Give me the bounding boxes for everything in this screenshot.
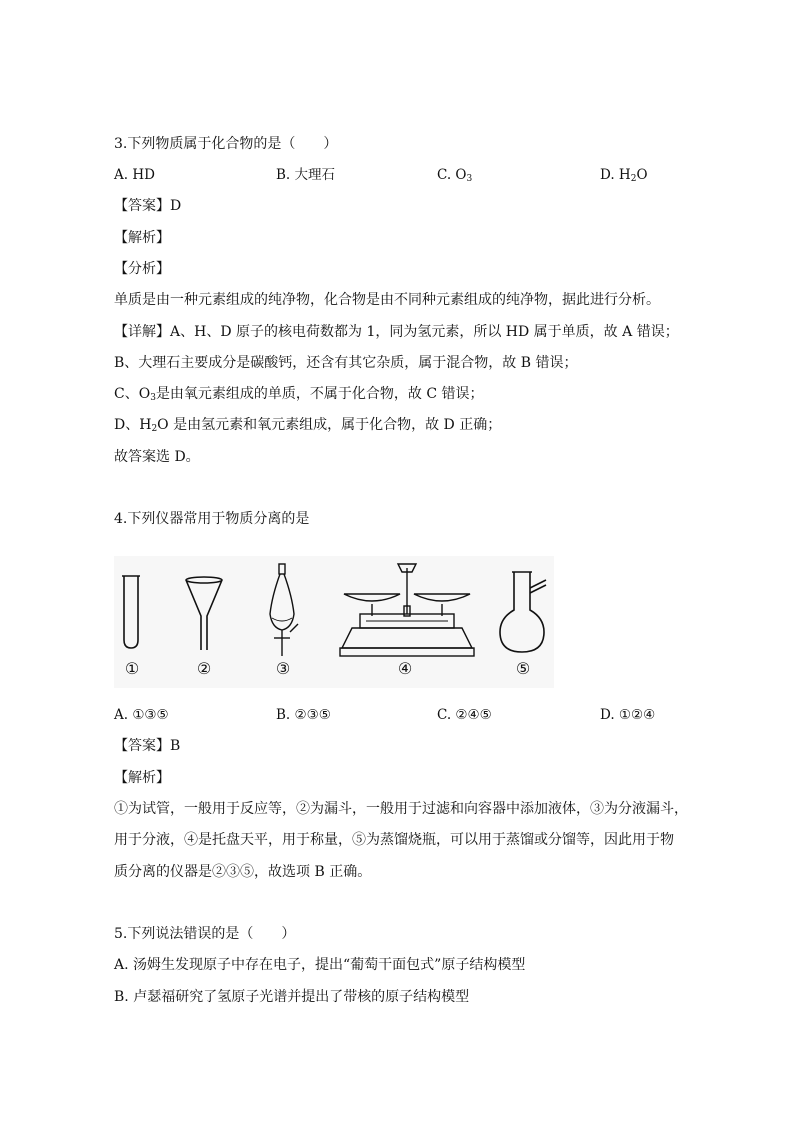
figure-label-2: ② xyxy=(196,659,212,678)
q3-option-c-sub: 3 xyxy=(466,174,473,184)
q4-explain-2: 用于分液，④是托盘天平，用于称量，⑤为蒸馏烧瓶，可以用于蒸馏或分馏等，因此用于物 xyxy=(114,832,674,848)
q4-option-d: D. ①②④ xyxy=(600,707,656,723)
q3-detail-3-prefix: C、O xyxy=(114,386,151,402)
q3-detail-4-prefix: D、H xyxy=(114,417,152,433)
q3-option-c xyxy=(437,165,472,189)
figure-label-1: ① xyxy=(124,659,140,678)
q4-option-a: A. ①③⑤ xyxy=(114,707,169,723)
q3-detail-1: 【详解】A、H、D 原子的核电荷数都为 1，同为氢元素，所以 HD 属于单质，故 A 错误； xyxy=(114,324,679,340)
q3-option-d-suffix: O xyxy=(636,167,648,183)
q3-option-b: B. 大理石 xyxy=(276,167,336,183)
figure-label-4: ④ xyxy=(397,659,413,678)
q3-option-a: A. HD xyxy=(114,167,155,183)
figure-background xyxy=(114,556,554,688)
q3-option-d-prefix: D. H xyxy=(600,167,631,183)
q3-option-c-prefix: C. O xyxy=(437,167,467,183)
q3-detail-4-suffix: O 是由氢元素和氧元素组成，属于化合物，故 D 正确； xyxy=(157,417,502,433)
q5-option-b: B. 卢瑟福研究了氢原子光谱并提出了带核的原子结构模型 xyxy=(114,989,470,1005)
q3-detail-2: B、大理石主要成分是碳酸钙，还含有其它杂质，属于混合物，故 B 错误； xyxy=(114,355,578,371)
q5-option-a: A. 汤姆生发现原子中存在电子，提出“葡萄干面包式”原子结构模型 xyxy=(114,957,526,973)
q3-analysis: 单质是由一种元素组成的纯净物，化合物是由不同种元素组成的纯净物，据此进行分析。 xyxy=(114,292,660,308)
q3-answer: 【答案】D xyxy=(114,198,182,214)
q3-conclusion: 故答案选 D。 xyxy=(114,449,200,465)
q4-apparatus-figure xyxy=(114,556,554,688)
q3-detail-3 xyxy=(114,384,484,408)
q4-explain-1: ①为试管，一般用于反应等，②为漏斗，一般用于过滤和向容器中添加液体，③为分液漏斗， xyxy=(114,801,688,817)
figure-label-5: ⑤ xyxy=(515,659,531,678)
q3-detail-4 xyxy=(114,415,501,439)
figure-label-3: ③ xyxy=(275,659,291,678)
q3-option-d-sub: 2 xyxy=(630,174,637,184)
q4-explain-3: 质分离的仪器是②③⑤，故选项 B 正确。 xyxy=(114,864,372,880)
q3-fenxi-heading: 【分析】 xyxy=(114,261,170,277)
q3-stem: 3.下列物质属于化合物的是（ ） xyxy=(114,136,338,152)
q4-jiexi-heading: 【解析】 xyxy=(114,770,170,786)
apparatus-svg xyxy=(114,556,554,688)
q4-option-c: C. ②④⑤ xyxy=(437,707,492,723)
q3-jiexi-heading: 【解析】 xyxy=(114,230,170,246)
q4-stem: 4.下列仪器常用于物质分离的是 xyxy=(114,511,310,527)
q3-detail-3-suffix: 是由氧元素组成的单质，不属于化合物，故 C 错误； xyxy=(155,386,484,402)
q5-stem: 5.下列说法错误的是（ ） xyxy=(114,926,296,942)
q3-detail-3-sub: 3 xyxy=(150,393,156,403)
q3-option-d xyxy=(600,165,648,189)
q4-answer: 【答案】B xyxy=(114,738,181,754)
q3-detail-4-sub: 2 xyxy=(151,424,158,434)
q4-option-b: B. ②③⑤ xyxy=(276,707,331,723)
